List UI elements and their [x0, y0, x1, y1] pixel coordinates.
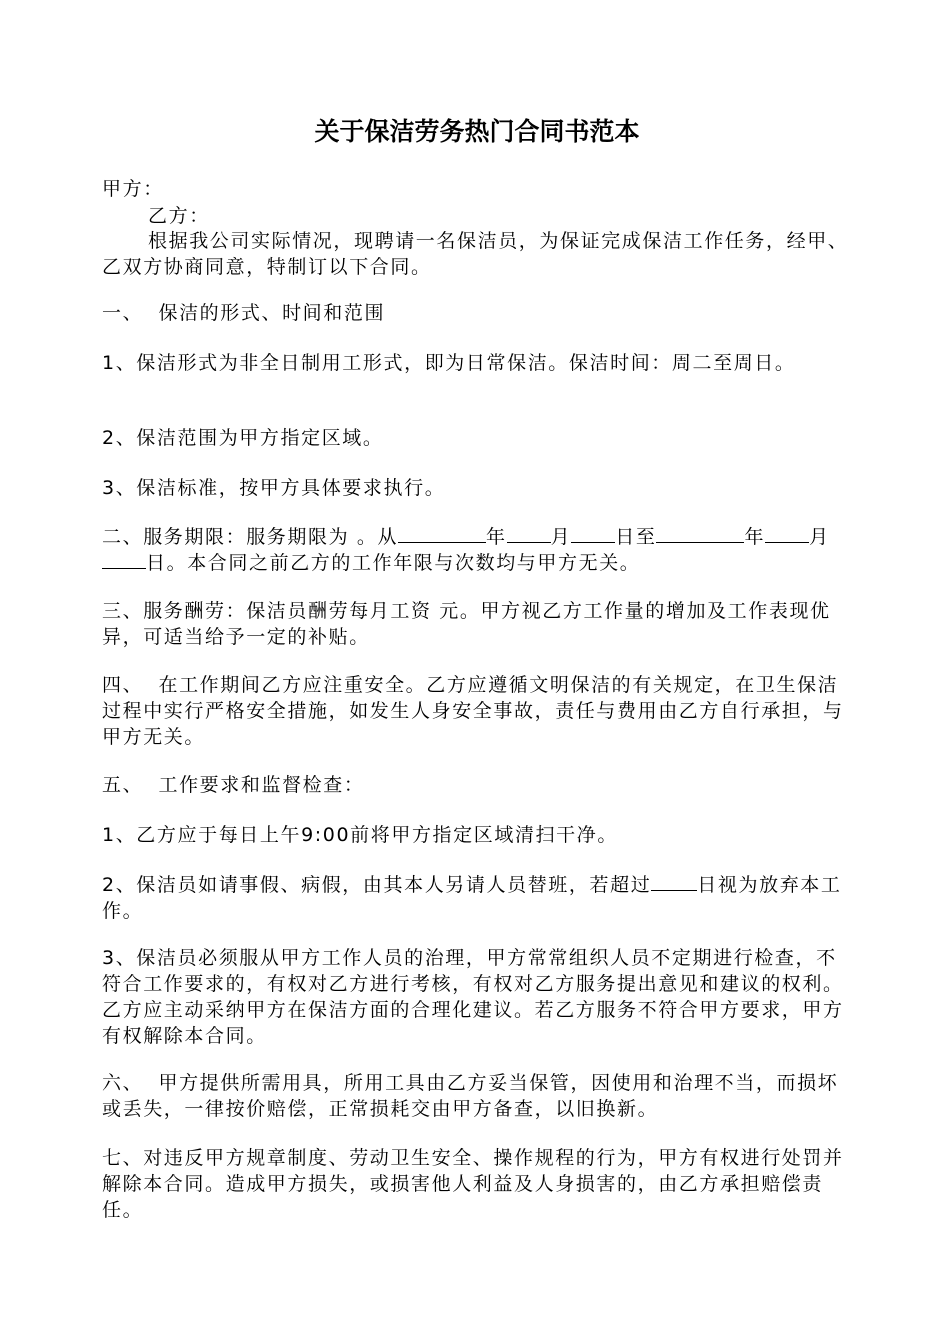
party-a-line: 甲方：	[102, 178, 164, 200]
section-5-heading: 五、 工作要求和监督检查：	[102, 774, 365, 796]
blank-start-day	[571, 524, 615, 543]
section-7-paragraph: 七、对违反甲方规章制度、劳动卫生安全、操作规程的行为，甲方有权进行处罚并解除本合同。造成甲方损失，或损害他人利益及人身损害的，由乙方承担赔偿责任。	[102, 1147, 844, 1221]
section-1-item-1: 1、保洁形式为非全日制用工形式，即为日常保洁。保洁时间：周二至周日。	[102, 352, 796, 374]
section-1-item-2: 2、保洁范围为甲方指定区域。	[102, 427, 384, 449]
section-5-item-2-text-a: 2、保洁员如请事假、病假，由其本人另请人员替班，若超过	[102, 874, 652, 896]
intro-paragraph: 根据我公司实际情况，现聘请一名保洁员，为保证完成保洁工作任务，经甲、乙双方协商同意，特制订以下合同。	[102, 230, 849, 278]
section-2-text-e: 年	[744, 526, 766, 548]
blank-start-month	[507, 524, 551, 543]
section-2-text-g: 日。本合同之前乙方的工作年限与次数均与甲方无关。	[146, 552, 641, 574]
blank-start-year	[398, 524, 486, 543]
party-b-line: 乙方：	[148, 205, 210, 227]
section-2-text-c: 月	[550, 526, 572, 548]
blank-leave-days	[651, 872, 697, 891]
section-6-paragraph: 六、 甲方提供所需用具，所用工具由乙方妥当保管，因使用和治理不当，而损坏或丢失，一律按价赔偿，正常损耗交由甲方备查，以旧换新。	[102, 1072, 839, 1120]
section-5-item-2-text-b: 日视为放弃本工作。	[102, 874, 842, 922]
section-1-heading: 一、 保洁的形式、时间和范围	[102, 302, 386, 324]
blank-end-year	[656, 524, 744, 543]
section-3-paragraph: 三、服务酬劳：保洁员酬劳每月工资 元。甲方视乙方工作量的增加及工作表现优异，可适当给予一定的补贴。	[102, 600, 831, 648]
document-title: 关于保洁劳务热门合同书范本	[314, 117, 640, 146]
section-5-item-3: 3、保洁员必须服从甲方工作人员的治理，甲方常常组织人员不定期进行检查，不符合工作要求的，有权对乙方进行考核，有权对乙方服务提出意见和建议的权利。乙方应主动采纳甲方在保洁方面的合理化建议。若乙方服务不符合甲方要求，甲方有权解除本合同。	[102, 947, 844, 1047]
section-1-item-3: 3、保洁标准，按甲方具体要求执行。	[102, 477, 446, 499]
section-2-text-a: 二、服务期限：服务期限为 。从	[102, 526, 399, 548]
section-2-text-f: 月	[809, 526, 830, 548]
section-4-paragraph: 四、 在工作期间乙方应注重安全。乙方应遵循文明保洁的有关规定，在卫生保洁过程中实行严格安全措施，如发生人身安全事故，责任与费用由乙方自行承担，与甲方无关。	[102, 674, 844, 748]
blank-end-month	[765, 524, 809, 543]
section-2-text-d: 日至	[615, 526, 657, 548]
section-2-paragraph	[102, 524, 852, 576]
blank-end-day	[102, 550, 146, 569]
section-5-item-2	[102, 872, 852, 924]
section-2-text-b: 年	[486, 526, 507, 548]
section-5-item-1: 1、乙方应于每日上午9:00前将甲方指定区域清扫干净。	[102, 824, 618, 846]
